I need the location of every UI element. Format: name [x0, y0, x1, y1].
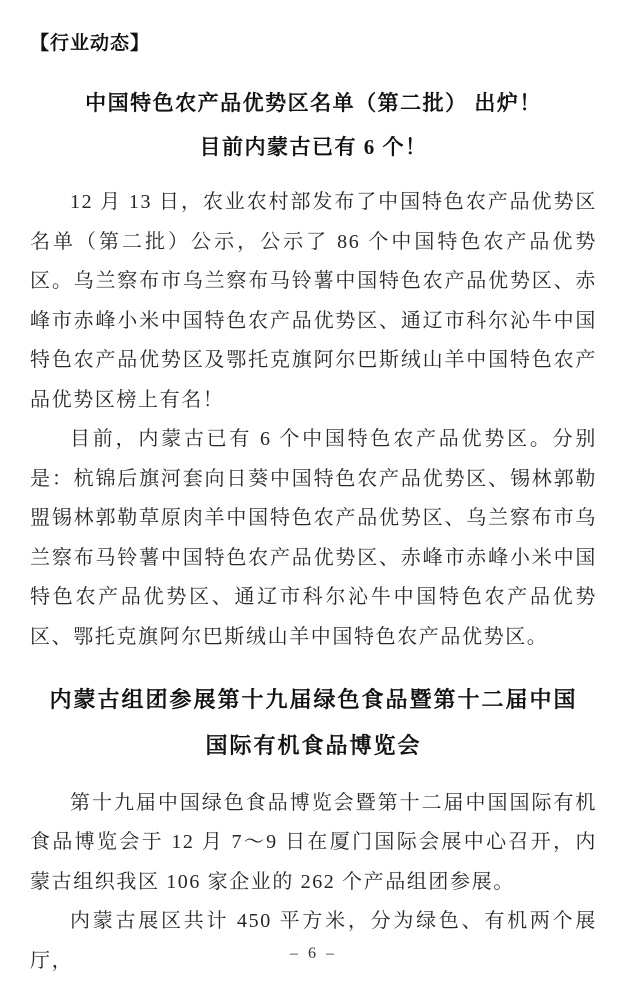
- article-2-paragraph-2: 内蒙古展区共计 450 平方米，分为绿色、有机两个展厅，: [30, 910, 597, 972]
- article-2-title-line-1: 内蒙古组团参展第十九届绿色食品暨第十二届中国: [49, 687, 578, 713]
- page-number: – 6 –: [290, 945, 337, 962]
- article-2-title: [30, 677, 597, 769]
- article-1-paragraph-1: 12 月 13 日，农业农村部发布了中国特色农产品优势区名单（第二批）公示，公示了 86 个中国特色农产品优势区。乌兰察布市乌兰察布马铃薯中国特色农产品优势区、赤峰市赤峰小米中国特色农产品优势区、通辽市科尔沁牛中国特色农产品优势区及鄂托克旗阿尔巴斯绒山羊中国特色农产品优势区榜上有名！: [30, 191, 597, 411]
- article-2: [30, 677, 597, 981]
- article-1-title-line-1: 中国特色农产品优势区名单（第二批） 出炉！: [85, 91, 542, 115]
- article-1-paragraph-2: 目前，内蒙古已有 6 个中国特色农产品优势区。分别是：杭锦后旗河套向日葵中国特色农产品优势区、锡林郭勒盟锡林郭勒草原肉羊中国特色农产品优势区、乌兰察布市乌兰察布马铃薯中国特色农产品优势区、赤峰市赤峰小米中国特色农产品优势区、通辽市科尔沁牛中国特色农产品优势区、鄂托克旗阿尔巴斯绒山羊中国特色农产品优势区。: [30, 428, 597, 648]
- article-2-title-line-2: 国际有机食品博览会: [205, 733, 422, 759]
- article-1-title-line-2: 目前内蒙古已有 6 个！: [199, 135, 428, 159]
- article-1-title: [30, 81, 597, 169]
- article-1: [30, 81, 597, 657]
- article-1-body: [30, 183, 597, 657]
- section-header: 【行业动态】: [30, 33, 151, 54]
- article-2-paragraph-1: 第十九届中国绿色食品博览会暨第十二届中国国际有机食品博览会于 12 月 7～9 日在厦门国际会展中心召开，内蒙古组织我区 106 家企业的 262 个产品组团参展。: [30, 791, 597, 893]
